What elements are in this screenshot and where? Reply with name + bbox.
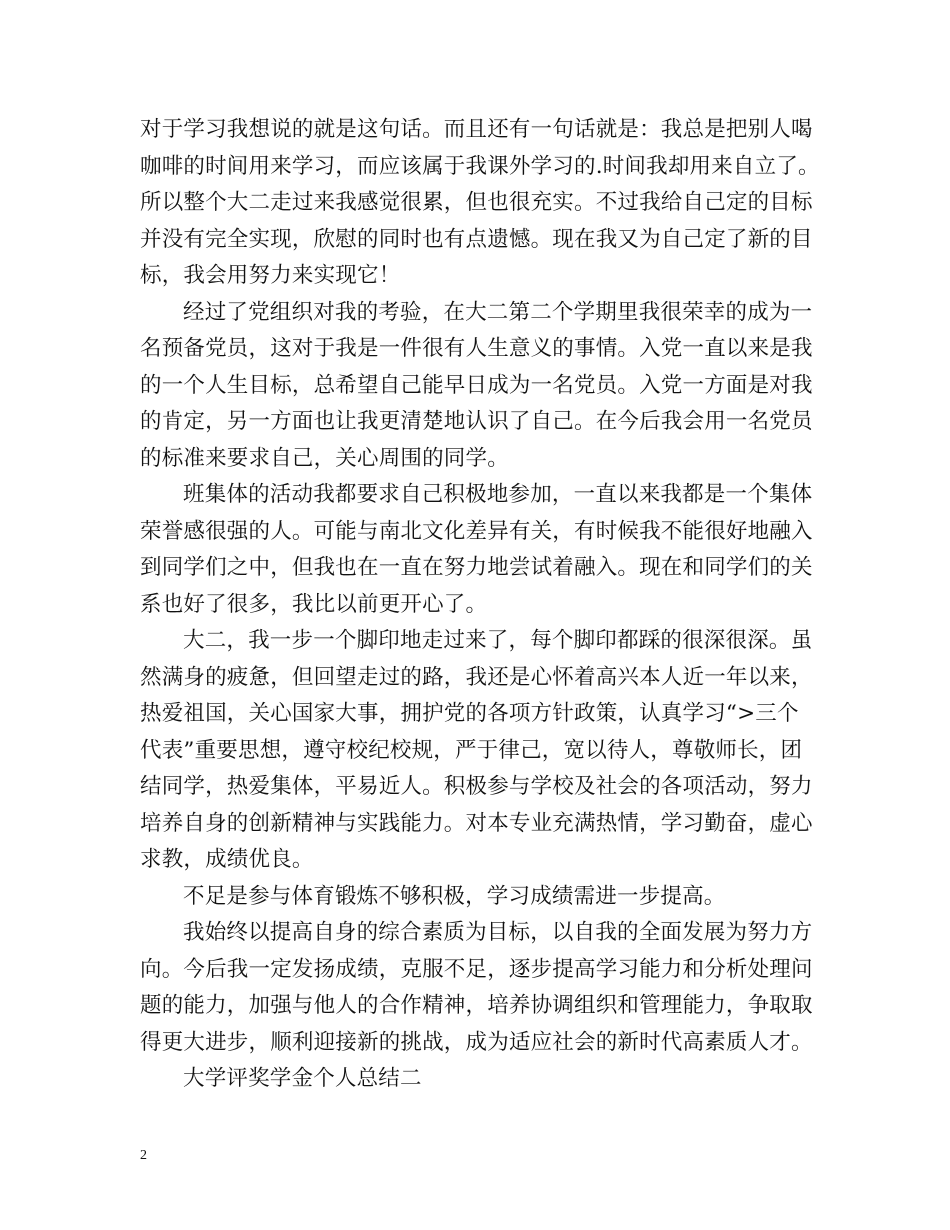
text-line: 得更大进步，顺利迎接新的挑战，成为适应社会的新时代高素质人才。 xyxy=(140,1029,813,1055)
text-line: 到同学们之中，但我也在一直在努力地尝试着融入。现在和同学们的关 xyxy=(140,555,813,580)
document-body xyxy=(140,112,820,1098)
text-line: 的标准来要求自己，关心周围的同学。 xyxy=(140,445,509,471)
text-line: 然满身的疲惫，但回望走过的路，我还是心怀着高兴本人近一年以来， xyxy=(140,664,813,690)
text-line: 系也好了很多，我比以前更开心了。 xyxy=(140,591,488,617)
paragraph-first-line: 大学评奖学金个人总结二 xyxy=(183,1066,422,1091)
text-line: 名预备党员，这对于我是一件很有人生意义的事情。入党一直以来是我 xyxy=(140,336,813,361)
text-line: 的肯定，另一方面也让我更清楚地认识了自己。在今后我会用一名党员 xyxy=(140,409,813,434)
text-line: 咖啡的时间用来学习，而应该属于我课外学习的.时间我却用来自立了。 xyxy=(140,153,820,179)
text-line: 荣誉感很强的人。可能与南北文化差异有关，有时候我不能很好地融入 xyxy=(140,518,813,544)
paragraph-first-line: 班集体的活动我都要求自己积极地参加，一直以来我都是一个集体 xyxy=(183,482,813,507)
paragraph-first-line: 经过了党组织对我的考验，在大二第二个学期里我很荣幸的成为一 xyxy=(183,299,813,325)
text-line: 代表”重要思想，遵守校纪校规，严于律己，宽以待人，尊敬师长，团 xyxy=(140,737,803,763)
text-line: 对于学习我想说的就是这句话。而且还有一句话就是：我总是把别人喝 xyxy=(140,117,813,142)
text-line: 向。今后我一定发扬成绩，克服不足，逐步提高学习能力和分析处理问 xyxy=(140,956,813,982)
paragraph-first-line: 不足是参与体育锻炼不够积极，学习成绩需进一步提高。 xyxy=(183,883,726,909)
text-line: 培养自身的创新精神与实践能力。对本专业充满热情，学习勤奋，虚心 xyxy=(140,810,813,836)
text-line: 热爱祖国，关心国家大事，拥护党的各项方针政策，认真学习“>三个 xyxy=(140,701,799,726)
page-number: 2 xyxy=(140,1148,147,1163)
text-line: 求教，成绩优良。 xyxy=(140,847,314,872)
text-line: 所以整个大二走过来我感觉很累，但也很充实。不过我给自己定的目标 xyxy=(140,190,813,215)
paragraph-first-line: 我始终以提高自身的综合素质为目标，以自我的全面发展为努力方 xyxy=(183,920,813,945)
text-line: 的一个人生目标，总希望自己能早日成为一名党员。入党一方面是对我 xyxy=(140,372,813,398)
text-line: 并没有完全实现，欣慰的同时也有点遗憾。现在我又为自己定了新的目 xyxy=(140,226,813,252)
text-line: 标，我会用努力来实现它！ xyxy=(140,263,401,288)
paragraph-first-line: 大二，我一步一个脚印地走过来了，每个脚印都踩的很深很深。虽 xyxy=(183,628,813,653)
text-line: 题的能力，加强与他人的合作精神，培养协调组织和管理能力，争取取 xyxy=(140,993,813,1018)
text-line: 结同学，热爱集体，平易近人。积极参与学校及社会的各项活动，努力 xyxy=(140,774,813,799)
